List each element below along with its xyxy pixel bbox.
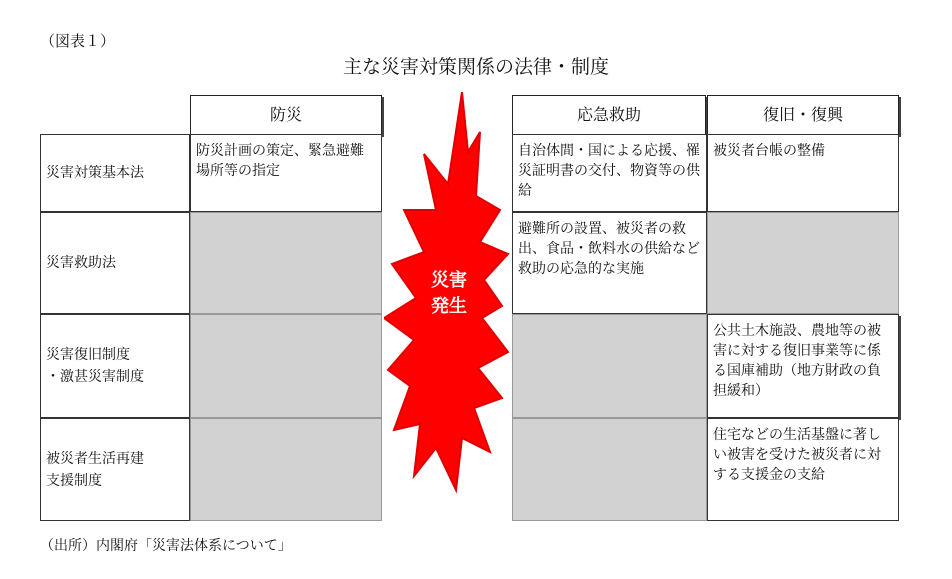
cell-text: 被災者台帳の整備 [713, 143, 825, 159]
row-label-fukkyu-seido [40, 314, 190, 418]
cell-oukyu-row3-empty [512, 314, 707, 418]
cell-bosai-row3-empty [190, 314, 382, 418]
cell-text: 公共土木施設、農地等の被害に対する復旧事業等に係る国庫補助（地方財政の負担緩和） [713, 323, 881, 399]
header-oukyu: 応急救助 [512, 95, 706, 135]
cell-oukyu-row2 [512, 212, 707, 314]
row-label-saigai-taisaku [40, 134, 190, 212]
header-bosai: 防災 [190, 95, 382, 135]
cell-fukkyu-row3 [707, 314, 899, 418]
row-label-text: 災害対策基本法 [46, 165, 144, 181]
cell-oukyu-row1 [512, 134, 707, 212]
disaster-event-label [414, 268, 484, 320]
cell-text: 自治体間・国による応援、罹災証明書の交付、物資等の供給 [518, 143, 700, 199]
cell-bosai-row4-empty [190, 418, 382, 521]
cell-bosai-row2-empty [190, 212, 382, 314]
row-label-saigai-kyujo [40, 212, 190, 314]
cell-fukkyu-row4 [707, 418, 899, 521]
cell-text: 避難所の設置、被災者の救出、食品・飲料水の供給など救助の応急的な実施 [518, 221, 700, 277]
cell-oukyu-row4-empty [512, 418, 707, 521]
cell-text: 防災計画の策定、緊急避難場所等の指定 [196, 143, 364, 179]
cell-bosai-row1 [190, 134, 382, 212]
diagram-title: 主な災害対策関係の法律・制度 [342, 56, 609, 78]
row-label-line: 災害復旧制度 [46, 347, 130, 363]
event-line2: 発生 [431, 296, 467, 317]
cell-text: 住宅などの生活基盤に著しい被害を受けた被災者に対する支援金の支給 [713, 427, 881, 483]
source-note: （出所）内閣府「災害法体系について」 [40, 538, 292, 554]
cell-fukkyu-row1 [707, 134, 899, 212]
row-label-line: 支援制度 [46, 472, 102, 489]
row-label-line: 被災者生活再建 [46, 450, 144, 467]
row-label-seikatsu-saiken [40, 418, 190, 521]
event-line1: 災害 [431, 270, 467, 291]
row-label-line: ・激甚災害制度 [46, 369, 144, 385]
cell-fukkyu-row2-empty [707, 212, 899, 314]
row-label-text: 災害救助法 [46, 255, 116, 271]
figure-label: （図表１） [40, 32, 116, 50]
header-fukkyu: 復旧・復興 [707, 95, 899, 135]
